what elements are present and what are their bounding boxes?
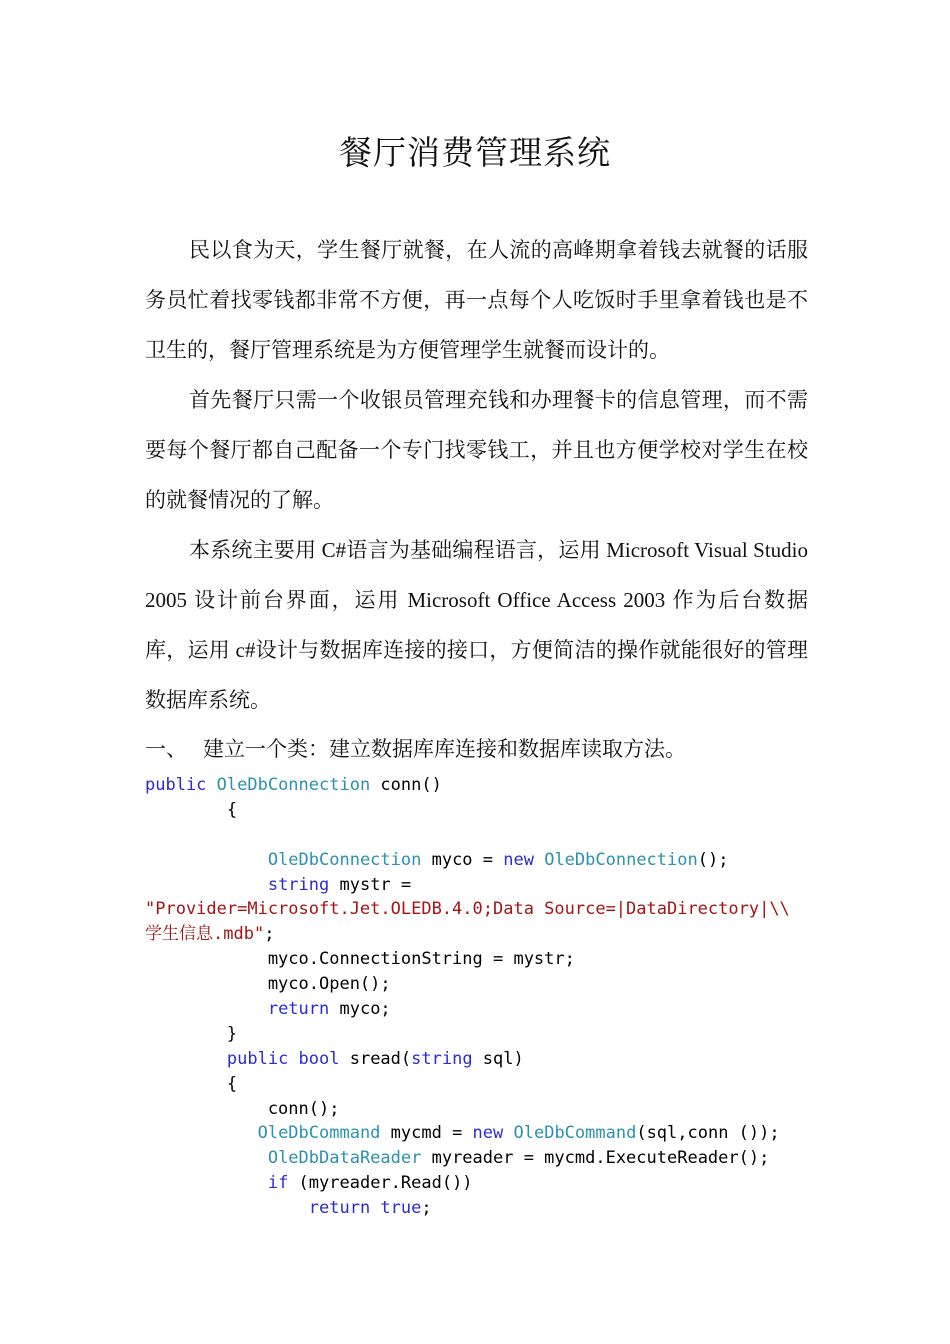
- paragraph-intro: 民以食为天，学生餐厅就餐，在人流的高峰期拿着钱去就餐的话服务员忙着找零钱都非常不方便，再一点每个人吃饭时手里拿着钱也是不卫生的，餐厅管理系统是为方便管理学生就餐而设计的。: [145, 238, 808, 362]
- code-token: return true: [308, 1198, 422, 1219]
- section-number: 一、: [145, 737, 187, 761]
- code-line: [145, 873, 825, 898]
- code-line: [145, 798, 825, 823]
- code-line: [145, 1097, 825, 1122]
- code-token: {: [145, 1073, 238, 1094]
- code-token: [145, 850, 268, 870]
- code-token: [145, 1148, 268, 1168]
- code-token: public bool: [226, 1048, 340, 1069]
- code-token: mystr =: [329, 874, 412, 895]
- code-line: [145, 897, 825, 922]
- code-token: mycmd =: [380, 1123, 473, 1144]
- code-line: [145, 997, 825, 1022]
- code-line: [145, 947, 825, 972]
- code-token: new: [503, 849, 545, 870]
- code-token: [145, 1123, 258, 1143]
- paragraph-purpose: 首先餐厅只需一个收银员管理充钱和办理餐卡的信息管理，而不需要每个餐厅都自己配备一个专门找零钱工，并且也方便学校对学生在校的就餐情况的了解。: [145, 388, 808, 512]
- code-block: [145, 773, 825, 1221]
- code-token: conn();: [145, 1098, 340, 1119]
- code-token: return: [267, 999, 330, 1020]
- code-token: ();: [697, 849, 729, 870]
- code-token: OleDbConnection: [216, 775, 371, 795]
- code-line: [145, 1047, 825, 1072]
- code-token: myco.ConnectionString = mystr;: [145, 949, 575, 970]
- code-token: [145, 1173, 268, 1193]
- code-token: ;: [264, 924, 275, 945]
- code-token: new: [472, 1123, 514, 1144]
- code-line: [145, 1171, 825, 1196]
- code-token: }: [145, 1023, 238, 1044]
- code-line: [145, 1072, 825, 1097]
- code-token: ;: [421, 1198, 432, 1219]
- code-line: [145, 922, 825, 947]
- code-token: OleDbConnection: [267, 849, 422, 870]
- section-title: 建立一个类：建立数据库库连接和数据库读取方法。: [203, 737, 686, 761]
- code-token: myco =: [421, 849, 504, 870]
- code-token: [145, 875, 268, 895]
- section-heading: [145, 724, 808, 774]
- code-token: if: [267, 1173, 289, 1194]
- code-token: myreader = mycmd.ExecuteReader();: [421, 1148, 770, 1169]
- code-line: [145, 972, 825, 997]
- document-title: 餐厅消费管理系统: [339, 133, 611, 172]
- code-line: [145, 1146, 825, 1171]
- code-token: OleDbConnection: [544, 849, 698, 870]
- code-token: public: [145, 775, 217, 795]
- code-token: (myreader.Read()): [288, 1173, 473, 1194]
- code-line: [145, 773, 825, 798]
- code-token: 学生信息.mdb": [145, 924, 265, 945]
- code-token: {: [145, 799, 238, 820]
- code-token: string: [267, 874, 330, 895]
- code-token: [145, 999, 268, 1019]
- code-token: myco.Open();: [145, 974, 391, 995]
- code-line: [145, 1121, 825, 1146]
- code-line: [145, 1022, 825, 1047]
- paragraph-technology: 本系统主要用 C#语言为基础编程语言，运用 Microsoft Visual Studio 2005 设计前台界面，运用 Microsoft Office Access 2003 作为后台数据库，运用 c#设计与数据库连接的接口，方便简洁的操作就能很好的管理数据库系统。: [145, 538, 808, 712]
- code-line: [145, 848, 825, 873]
- code-token: OleDbCommand: [257, 1123, 381, 1144]
- code-token: string: [411, 1048, 473, 1069]
- code-token: OleDbDataReader: [267, 1148, 422, 1169]
- code-token: OleDbCommand: [513, 1123, 637, 1144]
- code-token: sread(: [339, 1048, 412, 1069]
- code-token: [145, 1198, 309, 1218]
- code-token: (sql,conn ());: [636, 1123, 780, 1144]
- code-token: myco;: [329, 999, 391, 1020]
- code-token: conn(): [370, 775, 442, 795]
- code-line: [145, 823, 825, 848]
- code-token: "Provider=Microsoft.Jet.OLEDB.4.0;Data Source=|DataDirectory|\\: [145, 899, 790, 920]
- code-token: [145, 1049, 227, 1069]
- code-line: [145, 1196, 825, 1221]
- code-token: sql): [472, 1048, 524, 1069]
